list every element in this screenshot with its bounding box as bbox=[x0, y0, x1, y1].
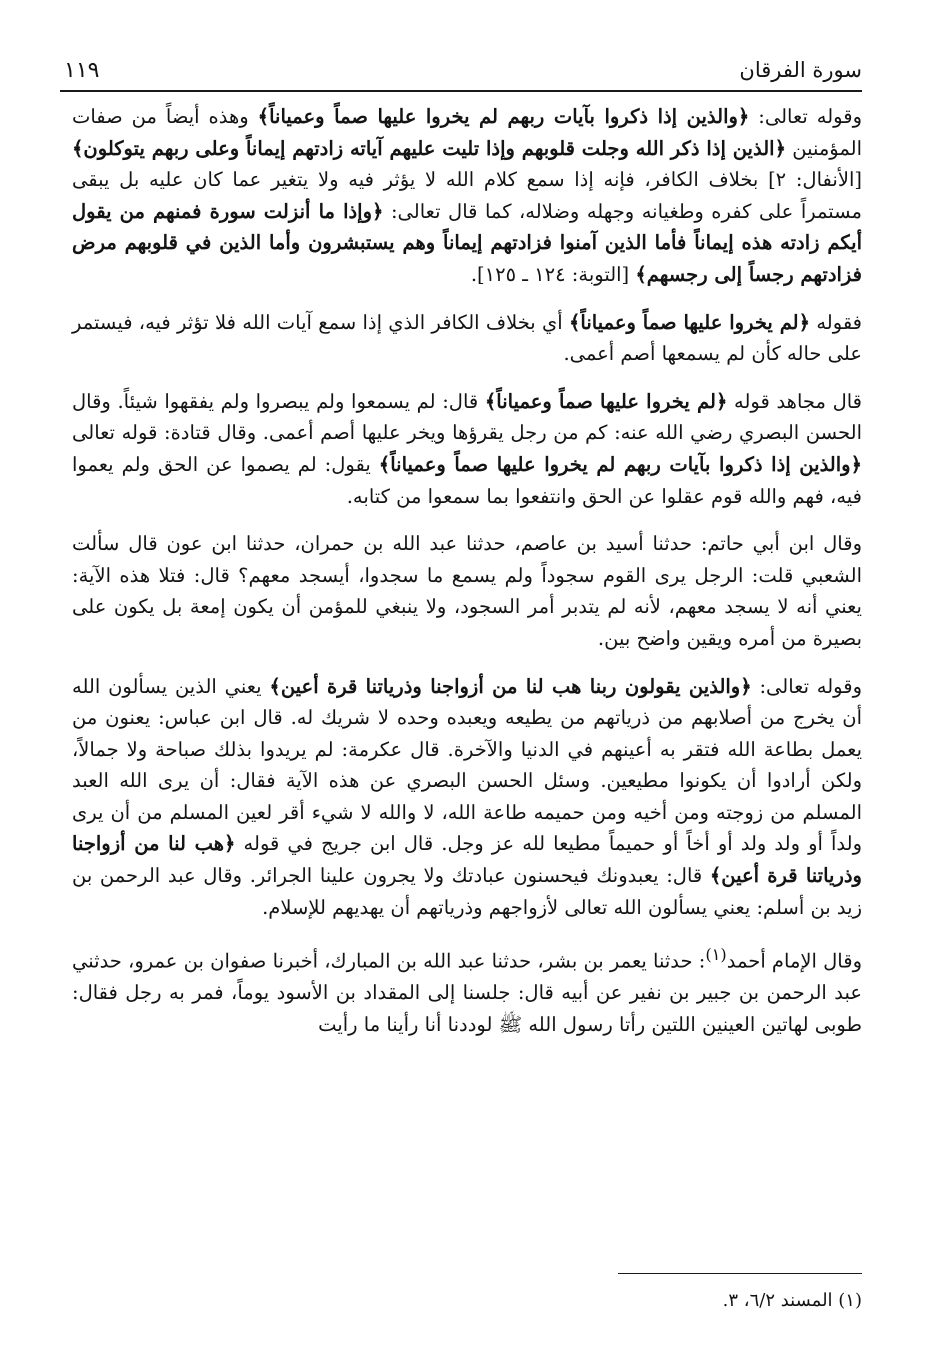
text-run: وقال ابن أبي حاتم: حدثنا أسيد بن عاصم، حدثنا عبد الله بن حمران، حدثنا ابن عون قال سألت الشعبي قلت: الرجل يرى القوم سجوداً ولم يسمع ما سجدوا، أيسجد معهم؟ قال: فتلا هذه الآية: يعني أنه لا يسجد معهم، لأنه لم يتدبر أمر السجود، ولا ينبغي للمؤمن أن يكون إمعة بل يكون على بصيرة من أمره ويقين واضح بين. bbox=[72, 532, 862, 650]
page-number: ١١٩ bbox=[64, 58, 100, 83]
text-run: : حدثنا يعمر بن بشر، حدثنا عبد الله بن المبارك، أخبرنا صفوان بن عمرو، حدثني عبد الرحمن بن جبير بن نفير عن أبيه قال: جلسنا إلى المقداد بن الأسود يوماً، فمر به رجل فقال: طوبى لهاتين العينين اللتين رأتا رسول الله ﷺ لوددنا أنا رأينا ما رأيت bbox=[72, 949, 862, 1036]
text-run: يعني الذين يسألون الله أن يخرج من أصلابهم من ذرياتهم من يطيعه ويعبده وحده لا شريك له. قال ابن عباس: يعنون من يعمل بطاعة الله فتقر به أعينهم في الدنيا والآخرة. قال عكرمة: لم يريدوا بذلك صباحة ولا جمالاً، ولكن أرادوا أن يكونوا مطيعين. وسئل الحسن البصري عن هذه الآية فقال: أن يرى الله العبد المسلم من زوجته ومن أخيه ومن حميمه طاعة الله، لا والله لا شيء أقر لعين المسلم من أن يرى ولداً أو ولد ولد أو أخاً أو حميماً مطيعا لله عز وجل. قال ابن جريج في قوله bbox=[72, 674, 862, 856]
quran-verse: ﴿والذين يقولون ربنا هب لنا من أزواجنا وذرياتنا قرة أعين﴾ bbox=[269, 674, 752, 698]
text-run: [التوبة: ١٢٤ ـ ١٢٥]. bbox=[470, 262, 636, 286]
quran-verse: ﴿الذين إذا ذكر الله وجلت قلوبهم وإذا تليت عليهم آياته زادتهم إيماناً وعلى ربهم يتوكلون﴾ bbox=[72, 136, 786, 160]
text-run: فقوله bbox=[810, 310, 863, 334]
text-run: قال: لم يسمعوا ولم يبصروا ولم يفقهوا شيئاً. وقال الحسن البصري رضي الله عنه: كم من رجل يقرؤها ويخر عليها أصم أعمى. وقال قتادة: قوله تعالى bbox=[72, 389, 862, 445]
quran-verse: ﴿هب لنا من أزواجنا وذرياتنا قرة أعين﴾ bbox=[72, 832, 862, 888]
running-header bbox=[60, 50, 862, 92]
footnote-separator bbox=[618, 1273, 862, 1274]
quran-verse: ﴿والذين إذا ذكروا بآيات ربهم لم يخروا عليها صماً وعمياناً﴾ bbox=[257, 105, 750, 128]
quran-verse: ﴿لم يخروا عليها صماً وعمياناً﴾ bbox=[484, 389, 728, 413]
paragraph bbox=[72, 101, 862, 291]
paragraph bbox=[72, 939, 862, 1040]
body-text bbox=[72, 101, 862, 1057]
paragraph bbox=[72, 671, 862, 924]
text-run: قال مجاهد قوله bbox=[727, 389, 863, 413]
text-run: [الأنفال: ٢] بخلاف الكافر، فإنه إذا سمع كلام الله لا يؤثر فيه ولا يتغير عما كان عليه بل يبقى مستمراً على كفره وطغيانه وجهله وضلاله، كما قال تعالى: bbox=[72, 168, 862, 223]
footnote: (١) المسند ٦/٢، ٣. bbox=[722, 1290, 862, 1311]
text-run: وهذه أيضاً من صفات المؤمنين bbox=[72, 105, 862, 160]
text-run: وقوله تعالى: bbox=[749, 105, 862, 128]
chapter-title: سورة الفرقان bbox=[739, 58, 862, 82]
quran-verse: ﴿والذين إذا ذكروا بآيات ربهم لم يخروا عليها صماً وعمياناً﴾ bbox=[378, 452, 862, 476]
text-run: وقال الإمام أحمد bbox=[726, 949, 862, 973]
paragraph bbox=[72, 528, 862, 654]
text-run: أي بخلاف الكافر الذي إذا سمع آيات الله فلا تؤثر فيه، فيستمر على حاله كأن لم يسمعها أصم أعمى. bbox=[72, 310, 862, 366]
quran-verse: ﴿لم يخروا عليها صماً وعمياناً﴾ bbox=[568, 310, 811, 334]
paragraph bbox=[72, 307, 862, 370]
text-run: وقوله تعالى: bbox=[751, 674, 862, 698]
footnote-ref: (١) bbox=[705, 945, 727, 965]
paragraph bbox=[72, 386, 862, 512]
text-run: يقول: لم يصموا عن الحق ولم يعموا فيه، فهم والله قوم عقلوا عن الحق وانتفعوا بما سمعوا من كتابه. bbox=[72, 452, 862, 508]
text-run: قال: يعبدونك فيحسنون عبادتك ولا يجرون علينا الجرائر. وقال عبد الرحمن بن زيد بن أسلم: يعني يسألون الله تعالى لأزواجهم وذرياتهم أن يهديهم للإسلام. bbox=[72, 864, 862, 919]
quran-verse: ﴿وإذا ما أنزلت سورة فمنهم من يقول أيكم زادته هذه إيماناً فأما الذين آمنوا فزادتهم إيماناً وهم يستبشرون وأما الذين في قلوبهم مرض فزادتهم رجساً إلى رجسهم﴾ bbox=[72, 199, 862, 286]
